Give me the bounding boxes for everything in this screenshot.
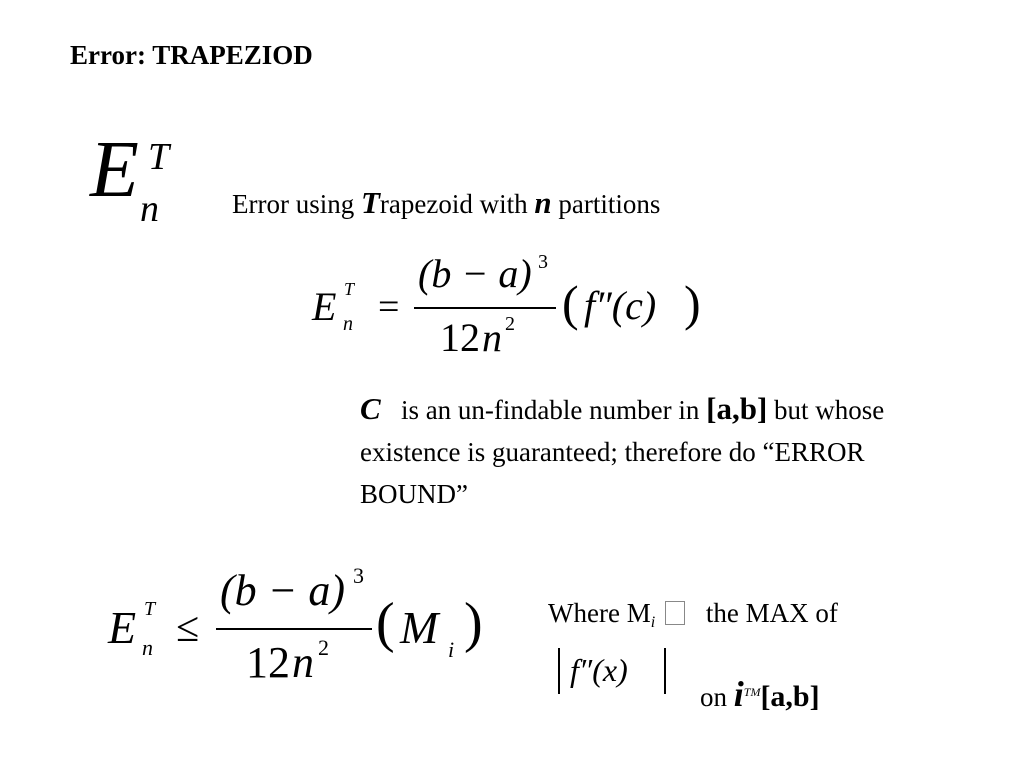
abs-left-bar <box>558 648 560 694</box>
formula2-fraction-bar <box>216 628 372 630</box>
formula1-lhs-base: E <box>312 284 337 329</box>
explanation-text-before: is an un-findable number in <box>394 395 707 425</box>
formula2-lhs-sub: n <box>142 635 153 660</box>
formula1-fraction-bar <box>414 307 556 309</box>
explanation-paragraph <box>360 388 960 515</box>
where-suffix: the MAX of <box>699 598 838 628</box>
abs-expression <box>558 648 678 698</box>
description-suffix: partitions <box>551 189 661 219</box>
description-bold-n: n <box>534 185 552 220</box>
on-i: i <box>733 674 744 714</box>
explanation-interval: [a,b] <box>706 391 768 426</box>
formula1-close-paren: ) <box>684 275 701 331</box>
formula2-denominator-var: n <box>292 638 314 687</box>
trademark-icon: TM <box>743 685 761 699</box>
abs-right-bar <box>664 648 666 694</box>
formula1-numerator: (b − a) <box>418 251 532 296</box>
symbol-subscript: n <box>140 188 159 230</box>
on-interval-line <box>700 673 820 715</box>
formula2-factor-sub: i <box>448 637 455 662</box>
where-prefix: Where M <box>548 598 651 628</box>
formula2-denominator-coef: 12 <box>246 638 290 687</box>
explanation-text-after: but whose existence is guaranteed; therefore do “ERROR BOUND” <box>360 395 885 509</box>
formula2-lhs-base: E <box>108 602 137 653</box>
abs-content: f″(x) <box>570 652 628 688</box>
on-interval: [a,b] <box>760 680 820 713</box>
formula1-denominator-exp: 2 <box>505 313 515 335</box>
formula2-relation: ≤ <box>176 605 200 651</box>
formula2-numerator: (b − a) <box>220 566 345 615</box>
description-middle: rapezoid with <box>379 189 535 219</box>
symbol-superscript: T <box>148 136 170 178</box>
error-symbol <box>90 126 200 240</box>
formula1-factor: f″(c) <box>584 283 657 328</box>
missing-glyph-icon <box>665 601 685 625</box>
error-formula <box>312 252 732 362</box>
formula2-close-paren: ) <box>464 592 483 654</box>
formula1-lhs-sup: T <box>344 279 355 299</box>
formula1-denominator-coef: 12 <box>440 315 480 360</box>
where-clause <box>548 598 838 632</box>
error-bound-formula <box>108 565 528 695</box>
on-text: on <box>700 682 734 712</box>
formula1-relation: = <box>378 286 400 328</box>
formula1-denominator-var: n <box>482 315 502 360</box>
formula2-lhs-sup: T <box>144 598 156 620</box>
formula2-denominator-exp: 2 <box>318 635 329 660</box>
explanation-c: C <box>360 391 381 426</box>
formula1-open-paren: ( <box>562 275 579 331</box>
formula1-numerator-exp: 3 <box>538 251 548 273</box>
formula2-numerator-exp: 3 <box>353 563 364 588</box>
slide-title: Error: TRAPEZIOD <box>70 40 313 70</box>
description-bold-t: T <box>360 185 380 220</box>
where-subscript: i <box>650 614 656 631</box>
symbol-base: E <box>90 126 139 214</box>
formula2-open-paren: ( <box>376 592 395 654</box>
formula2-factor-base: M <box>400 602 439 653</box>
symbol-description <box>232 185 660 221</box>
description-prefix: Error using <box>232 189 361 219</box>
formula1-lhs-sub: n <box>343 313 353 335</box>
